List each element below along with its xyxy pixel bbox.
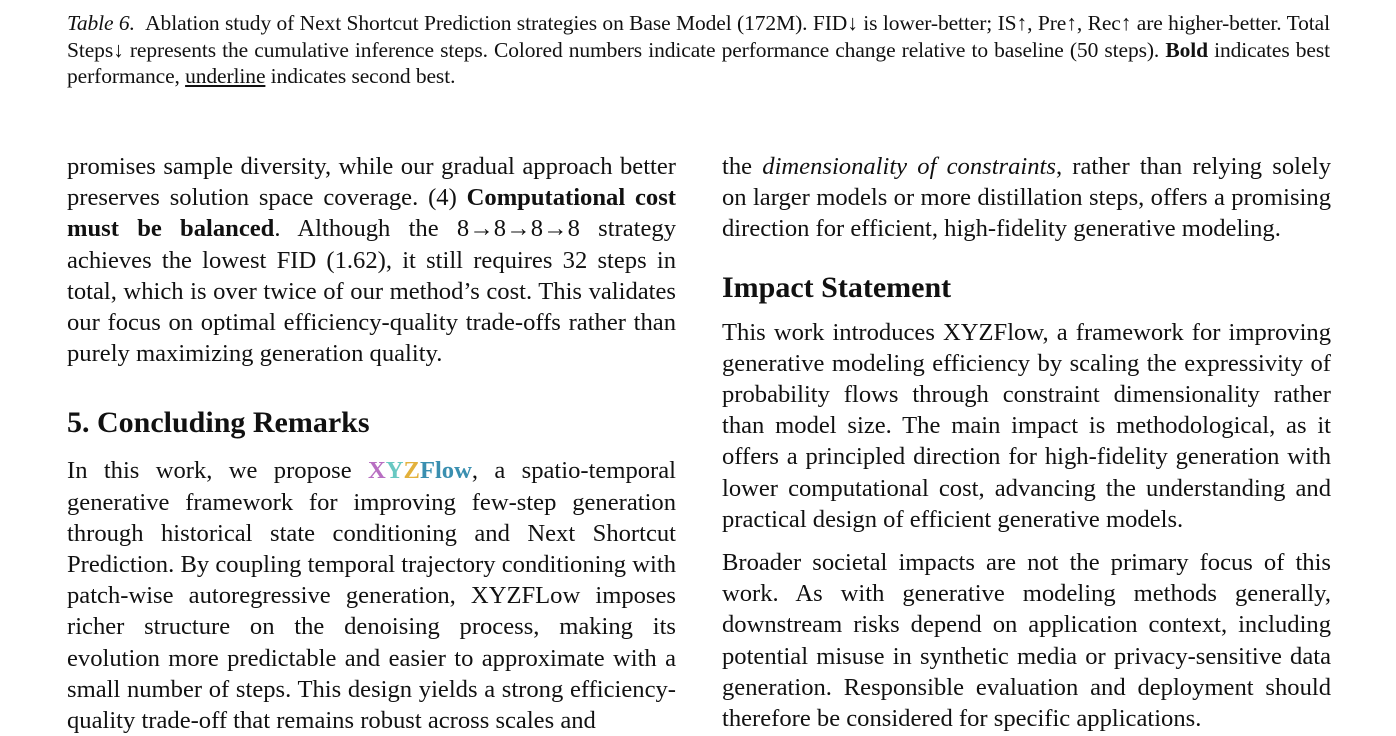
section-heading-impact-statement: Impact Statement [722, 270, 952, 304]
left-para1-bold: Computational cost must be balanced [67, 184, 676, 243]
caption-text-3: indicates second best. [270, 64, 456, 88]
caption-text: Ablation study of Next Shortcut Prediction strategies on Base Model (172M). FID↓ is lower-better; IS↑, Pre↑, Rec↑ are higher-better. Total Steps↓ represents the cumulative inference steps. Colored numbers indicate performance change relative to baseline (50 steps). [67, 11, 1330, 62]
left-para2-text: In this work, we propose [67, 457, 352, 485]
right-column [722, 151, 1331, 734]
right-para1-text: the [722, 153, 753, 180]
left-paragraph-2 [67, 455, 676, 736]
brand-word-flow: Flow [419, 457, 472, 485]
left-paragraph-1 [67, 151, 676, 369]
section-heading-concluding-remarks: 5. Concluding Remarks [67, 406, 370, 440]
right-para1-text-2: , rather than relying solely on larger models or more distillation steps, offers a promising direction for efficient, high-fidelity generative modeling. [722, 153, 1331, 243]
right-paragraph-1 [722, 151, 1331, 245]
left-para2-text-2: , a spatio-temporal generative framework for improving few-step generation through historical state conditioning and Next Shortcut Prediction. By coupling temporal trajectory conditioning with patch-wise autoregressive generation, XYZFLow imposes richer structure on the denoising process, making its evolution more predictable and easier to approximate with a small number of steps. This design yields a strong efficiency-quality trade-off that remains robust across scales and [67, 457, 676, 735]
left-para1-text-2: . Although the 8→8→8→8 strategy achieves the lowest FID (1.62), it still requires 32 steps in total, which is over twice of our method’s cost. This validates our focus on optimal efficiency-quality trade-offs rather than purely maximizing generation quality. [67, 215, 677, 368]
brand-letter-z: Z [403, 457, 420, 485]
left-column [67, 151, 676, 736]
brand-letter-y: Y [385, 457, 404, 485]
table-caption [67, 10, 1330, 90]
caption-text-2: indicates best performance, [67, 37, 1330, 88]
right-paragraph-2: This work introduces XYZFlow, a framework for improving generative modeling efficiency by scaling the expressivity of probability flows through constraint dimensionality rather than model size. The main impact is methodological, as it offers a principled direction for high-fidelity generation with lower computational cost, advancing the understanding and practical design of efficient generative models. [722, 318, 1331, 533]
right-para1-italic: dimensionality of constraints [762, 153, 1056, 180]
brand-name [368, 457, 472, 484]
right-paragraph-3: Broader societal impacts are not the primary focus of this work. As with generative modeling methods generally, downstream risks depend on application context, including potential misuse in synthetic media or privacy-sensitive data generation. Responsible evaluation and deployment should therefore be considered for specific applications. [722, 549, 1331, 733]
caption-underline-word: underline [185, 64, 266, 88]
caption-bold-word: Bold [1165, 37, 1208, 62]
caption-label: Table 6. [67, 11, 135, 35]
left-para1-text: promises sample diversity, while our gradual approach better preserves solution space coverage. (4) [67, 153, 676, 212]
brand-letter-x: X [368, 457, 386, 485]
